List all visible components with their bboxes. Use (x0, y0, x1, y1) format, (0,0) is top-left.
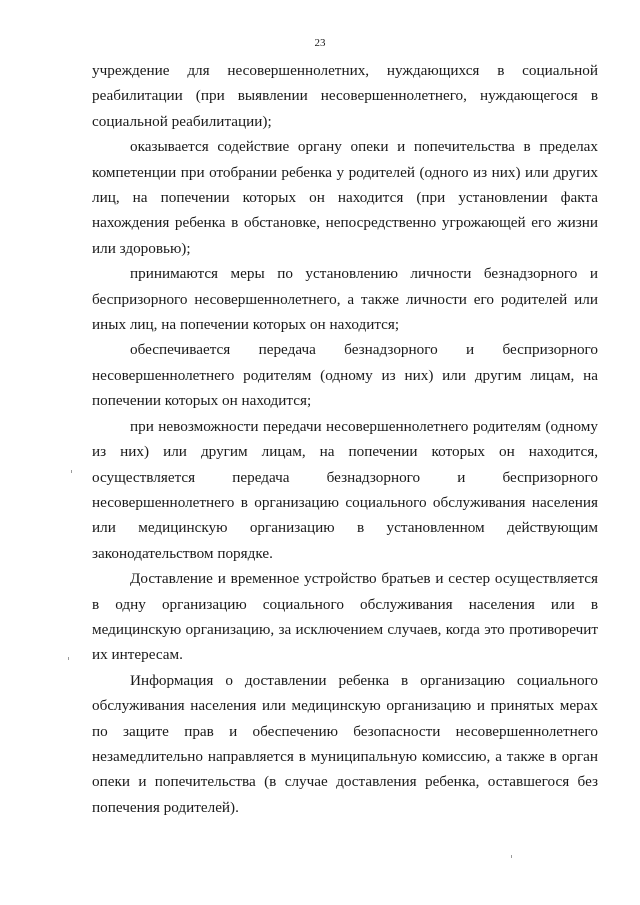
document-body (92, 58, 598, 820)
scan-speck (511, 855, 512, 858)
paragraph-7: Информация о доставлении ребенка в организацию социального обслуживания населения или медицинскую организацию и принятых мерах по защите прав и обеспечению безопасности несовершеннолетнего незамедлительно направляется в муниципальную комиссию, а также в орган опеки и попечительства (в случае доставления ребенка, оставшегося без попечения родителей). (92, 671, 598, 816)
page-number: 23 (314, 37, 326, 49)
scan-speck (68, 657, 69, 660)
scan-speck (71, 470, 72, 473)
paragraph-3: принимаются меры по установлению личности безнадзорного и беспризорного несовершеннолетнего, а также личности его родителей или иных лиц, на попечении которых он находится; (92, 265, 598, 334)
paragraph-6: Доставление и временное устройство братьев и сестер осуществляется в одну организацию социального обслуживания населения или в медицинскую организацию, за исключением случаев, когда это противоречит их интересам. (92, 570, 598, 664)
paragraph-2: оказывается содействие органу опеки и попечительства в пределах компетенции при отобрании ребенка у родителей (одного из них) или других лиц, на попечении которых он находится (при установлении факта нахождения ребенка в обстановке, непосредственно угрожающей его жизни или здоровью); (92, 138, 598, 257)
paragraph-1: учреждение для несовершеннолетних, нуждающихся в социальной реабилитации (при выявлении несовершеннолетнего, нуждающегося в социальной реабилитации); (92, 62, 598, 130)
paragraph-5: при невозможности передачи несовершеннолетнего родителям (одному из них) или другим лицам, на попечении которых он находится, осуществляется передача безнадзорного и беспризорного несовершеннолетнего в организацию социального обслуживания населения или медицинскую организацию в установленном действующим законодательством порядке. (92, 417, 598, 562)
paragraph-4: обеспечивается передача безнадзорного и беспризорного несовершеннолетнего родителям (одному из них) или другим лицам, на попечении которых он находится; (92, 341, 598, 410)
